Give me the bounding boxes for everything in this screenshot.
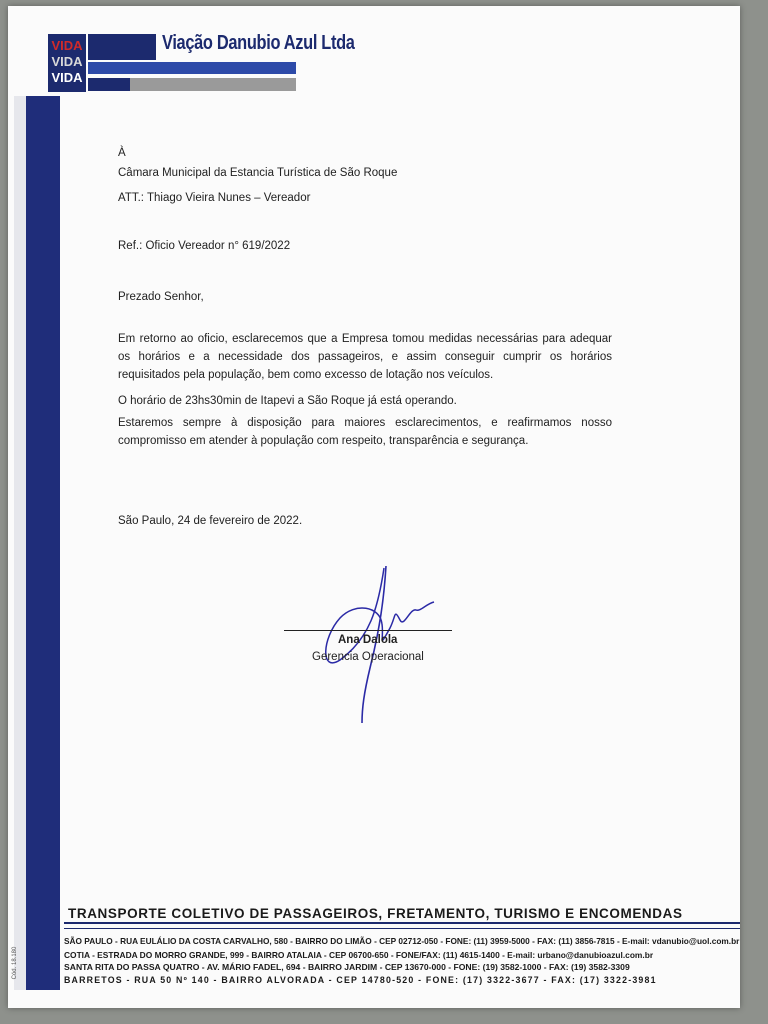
- header-bar-blue: [88, 62, 296, 74]
- attention-line: ATT.: Thiago Vieira Nunes – Vereador: [118, 192, 311, 204]
- logo-text: VIDA: [51, 54, 83, 69]
- reference-line: Ref.: Oficio Vereador n° 619/2022: [118, 240, 291, 252]
- signer-name: Ana Dalola: [338, 634, 398, 646]
- company-name: Viação Danubio Azul Ltda: [162, 32, 355, 54]
- company-logo: [48, 34, 86, 92]
- footer-title: TRANSPORTE COLETIVO DE PASSAGEIROS, FRETAMENTO, TURISMO E ENCOMENDAS: [68, 906, 683, 921]
- side-stripe: [26, 96, 60, 990]
- logo-text: VIDA: [51, 70, 83, 85]
- side-stripe-edge: [14, 96, 26, 990]
- footer-divider: [64, 928, 740, 929]
- header-bar: [88, 34, 156, 60]
- footer-address: SANTA RITA DO PASSA QUATRO - AV. MÁRIO FADEL, 694 - BAIRRO JARDIM - CEP 13670-000 - FONE: (19) 3582-1000 - FAX: (19) 3582-3309: [64, 962, 630, 972]
- salutation: Prezado Senhor,: [118, 291, 204, 303]
- body-paragraph: O horário de 23hs30min de Itapevi a São Roque já está operando.: [118, 395, 457, 407]
- recipient: Câmara Municipal da Estancia Turística de São Roque: [118, 167, 398, 179]
- header-bar-gray: [130, 78, 296, 91]
- place-date: São Paulo, 24 de fevereiro de 2022.: [118, 515, 303, 527]
- greeting-to: À: [118, 147, 126, 159]
- signer-role: Gerencia Operacional: [312, 651, 424, 663]
- footer-address: SÃO PAULO - RUA EULÁLIO DA COSTA CARVALHO, 580 - BAIRRO DO LIMÃO - CEP 02712-050 - FONE: (11) 3959-5000 - FAX: (11) 3856-7815 - E-mail: vdanubio@uol.com.br: [64, 936, 740, 946]
- signature-line: [284, 630, 452, 631]
- body-paragraph: Estaremos sempre à disposição para maiores esclarecimentos, e reafirmamos nosso compromisso em atender à população com respeito, transparência e segurança.: [118, 417, 612, 447]
- footer-address: COTIA - ESTRADA DO MORRO GRANDE, 999 - BAIRRO ATALAIA - CEP 06700-650 - FONE/FAX: (11) 4615-1400 - E-mail: urbano@danubioazul.com.br: [64, 950, 654, 960]
- body-paragraph: Em retorno ao oficio, esclarecemos que a Empresa tomou medidas necessárias para adequar os horários e a necessidade dos passageiros, e assim conseguir cumprir os horários requisitados pela população, bem como excesso de lotação nos veículos.: [118, 333, 612, 381]
- form-code: Cód. 18.180: [12, 946, 18, 980]
- footer-divider: [64, 922, 740, 924]
- footer-address: BARRETOS - RUA 50 Nº 140 - BAIRRO ALVORADA - CEP 14780-520 - FONE: (17) 3322-3677 - FAX: (17) 3322-3981: [64, 975, 657, 985]
- logo-text: VIDA: [51, 38, 83, 53]
- header-bar-navy: [88, 78, 130, 91]
